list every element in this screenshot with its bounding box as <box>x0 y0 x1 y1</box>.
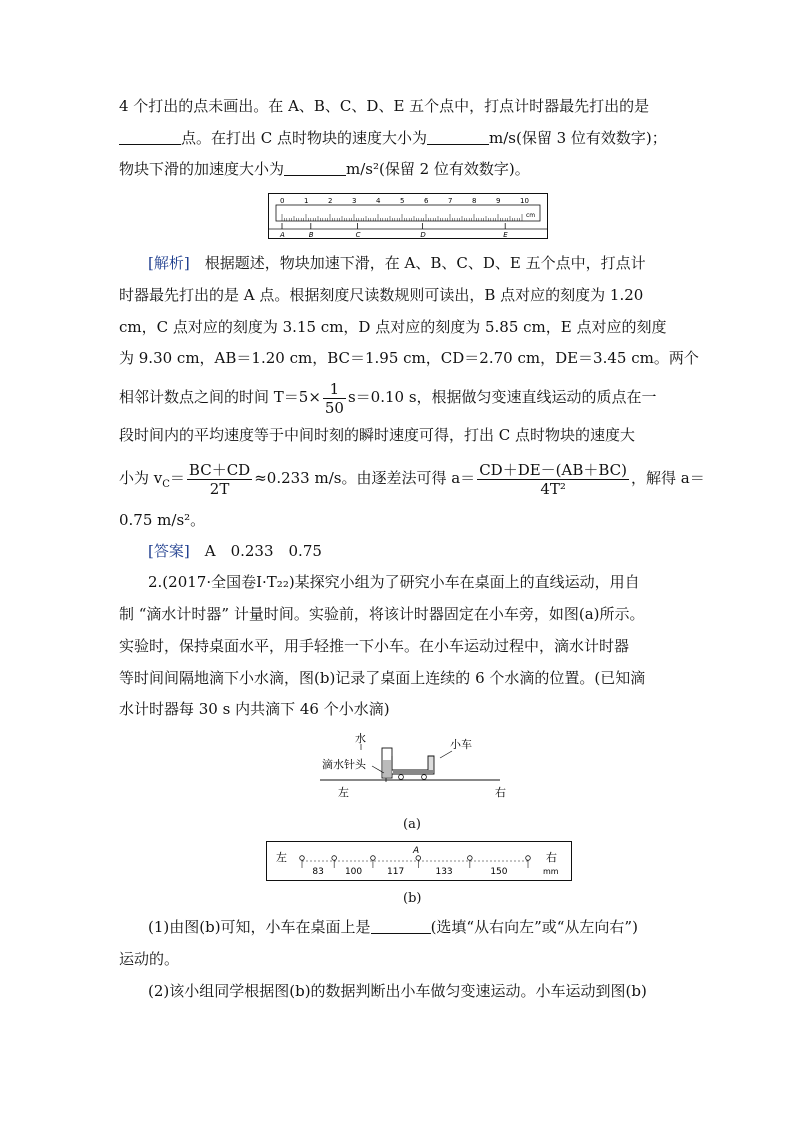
figure-b-caption: (b) <box>403 891 422 906</box>
answer-blank-1[interactable] <box>119 130 181 145</box>
label-nozzle: 滴水针头 <box>322 758 366 771</box>
q1-line-3-text: 物块下滑的加速度大小为 <box>119 160 285 178</box>
ruler-labels <box>280 197 529 205</box>
ruler-tick-label: 9 <box>496 197 501 205</box>
q1-line-3-unit: m/s²(保留 2 位有效数字)。 <box>346 160 530 178</box>
analysis-line-2: 时器最先打出的是 A 点。根据刻度尺读数规则可读出，B 点对应的刻度为 1.20 <box>119 286 644 304</box>
analysis-line-3: cm，C 点对应的刻度为 3.15 cm，D 点对应的刻度为 5.85 cm，E 点对应的刻度 <box>119 318 667 336</box>
q2-line-4: 等时间间隔地滴下小水滴，图(b)记录了桌面上连续的 6 个水滴的位置。(已知滴 <box>119 669 646 687</box>
ruler-point-label: E <box>503 231 508 239</box>
analysis-text-7a: 小为 v <box>119 469 163 487</box>
label-left: 左 <box>338 786 349 799</box>
q1-line-2 <box>119 128 667 148</box>
fraction-vc <box>187 461 252 498</box>
frac-accel-num: CD＋DE－(AB＋BC) <box>479 460 628 479</box>
analysis-text-7b: ≈0.233 m/s。由逐差法可得 a＝ <box>254 469 476 487</box>
q2-line-2: 制 “滴水计时器” 计量时间。实验前，将该计时器固定在小车旁，如图(a)所示。 <box>119 605 645 623</box>
water-drop <box>468 856 473 861</box>
ruler-tick-label: 8 <box>472 197 477 205</box>
sub1-line-1 <box>148 917 638 937</box>
frac-num: 1 <box>323 380 346 399</box>
analysis-text-5a: 相邻计数点之间的时间 T＝5× <box>119 388 321 406</box>
figure-b-drop-positions <box>266 841 572 881</box>
ruler-figure <box>268 193 548 239</box>
water-drop <box>300 856 305 861</box>
distance-label: 117 <box>387 867 405 877</box>
ruler-point-label: C <box>355 231 361 239</box>
frac-vc-num: BC＋CD <box>188 460 251 479</box>
answer-blank-3[interactable] <box>284 161 346 176</box>
analysis-text-5b: s＝0.10 s，根据做匀变速直线运动的质点在一 <box>347 388 657 406</box>
label-b-unit: mm <box>543 867 559 876</box>
sub2-line-1: (2)该小组同学根据图(b)的数据判断出小车做匀变速运动。小车运动到图(b) <box>148 982 647 1000</box>
label-car: 小车 <box>450 738 472 751</box>
ruler-unit: cm <box>526 212 536 219</box>
water-drop <box>526 856 531 861</box>
subscript-c: C <box>162 479 170 490</box>
q1-line-1: 4 个打出的点未画出。在 A、B、C、D、E 五个点中，打点计时器最先打出的是 <box>119 97 650 115</box>
ruler-points <box>279 223 508 239</box>
ruler-tick-label: 5 <box>400 197 405 205</box>
frac-accel-den: 4T² <box>540 479 566 498</box>
ruler-point-label: D <box>420 231 426 239</box>
answer-blank-2[interactable] <box>427 130 489 145</box>
ruler-tick-label: 4 <box>376 197 381 205</box>
analysis-eq: ＝ <box>169 469 185 487</box>
q2-line-3: 实验时，保持桌面水平，用手轻推一下小车。在小车运动过程中，滴水计时器 <box>119 637 630 655</box>
ruler-tick-label: 0 <box>280 197 285 205</box>
q1-line-2-unit: m/s(保留 3 位有效数字)； <box>489 129 667 147</box>
ruler-tick-label: 6 <box>424 197 429 205</box>
label-water: 水 <box>355 732 366 745</box>
q1-line-3 <box>119 159 530 179</box>
figure-a-drip-timer-cart <box>300 726 520 806</box>
analysis-line-8: 0.75 m/s²。 <box>119 511 206 529</box>
answer-blank-direction[interactable] <box>371 919 431 934</box>
fraction-one-fiftieth <box>323 380 346 417</box>
ruler-tick-label: 3 <box>352 197 357 205</box>
frac-vc-den: 2T <box>209 479 230 498</box>
fraction-accel <box>477 461 629 498</box>
q1-line-2-text: 点。在打出 C 点时物块的速度大小为 <box>181 129 428 147</box>
ruler-point-label: B <box>308 231 314 239</box>
distance-labels <box>312 867 507 877</box>
ruler-tick-label: 7 <box>448 197 453 205</box>
analysis-tag: [解析] <box>148 254 190 272</box>
answer-tag: [答案] <box>148 542 190 560</box>
sub1-text-b: (选填“从右向左”或“从左向右”) <box>430 918 638 936</box>
figure-a-caption: (a) <box>403 817 421 832</box>
frac-den: 50 <box>324 398 344 417</box>
answer-text: A 0.233 0.75 <box>204 542 322 560</box>
analysis-line-1 <box>148 253 646 273</box>
analysis-line-6: 段时间内的平均速度等于中间时刻的瞬时速度可得，打出 C 点时物块的速度大 <box>119 426 636 444</box>
analysis-text-1: 根据题述，物块加速下滑，在 A、B、C、D、E 五个点中，打点计 <box>204 254 646 272</box>
analysis-line-7 <box>119 458 705 505</box>
distance-label: 133 <box>435 867 453 877</box>
distance-label: 83 <box>312 867 324 877</box>
distance-label: 150 <box>490 867 508 877</box>
water-drop <box>371 856 376 861</box>
water-drop <box>332 856 337 861</box>
ruler-tick-label: 10 <box>520 197 529 205</box>
water-drop <box>416 856 421 861</box>
q2-line-1: 2.(2017·全国卷Ⅰ·T₂₂)某探究小组为了研究小车在桌面上的直线运动，用自 <box>148 573 640 591</box>
distance-label: 100 <box>344 867 363 877</box>
label-b-left: 左 <box>276 851 287 864</box>
sub1-line-2: 运动的。 <box>119 950 180 968</box>
label-right: 右 <box>495 786 506 799</box>
analysis-line-4: 为 9.30 cm，AB＝1.20 cm，BC＝1.95 cm，CD＝2.70 cm，DE＝3.45 cm。两个 <box>119 349 699 367</box>
label-point-a: A <box>413 846 420 856</box>
analysis-text-7c: ，解得 a＝ <box>631 469 705 487</box>
ruler-tick-label: 1 <box>304 197 309 205</box>
q2-line-5: 水计时器每 30 s 内共滴下 46 个小水滴) <box>119 700 390 718</box>
ruler-tick-label: 2 <box>328 197 333 205</box>
sub1-text-a: (1)由图(b)可知，小车在桌面上是 <box>148 918 371 936</box>
label-b-right: 右 <box>546 851 557 864</box>
ruler-point-label: A <box>280 231 285 239</box>
analysis-line-5 <box>119 378 657 417</box>
answer-line <box>148 541 322 561</box>
